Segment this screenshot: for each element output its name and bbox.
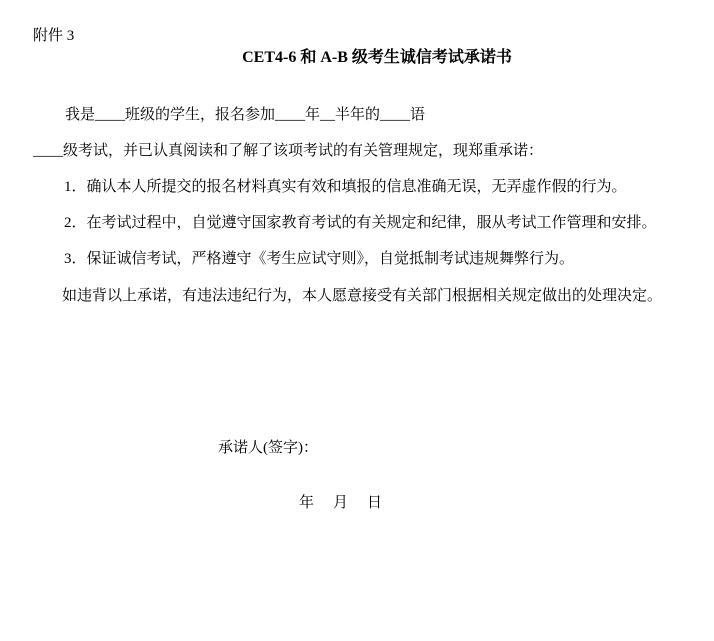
page-title: CET4-6 和 A-B 级考生诚信考试承诺书 (242, 49, 512, 66)
date-line: 年 月 日 (299, 495, 385, 511)
intro-paragraph-line-1: 我是____班级的学生，报名参加____年__半年的____语 (65, 107, 426, 123)
commitment-item-3: 3．保证诚信考试，严格遵守《考生应试守则》，自觉抵制考试违规舞弊行为。 (64, 251, 575, 267)
commitment-item-1: 1．确认本人所提交的报名材料真实有效和填报的信息准确无误，无弄虚作假的行为。 (64, 179, 627, 195)
closing-statement: 如违背以上承诺，有违法违纪行为，本人愿意接受有关部门根据相关规定做出的处理决定。 (62, 288, 663, 304)
intro-paragraph-line-2: ____级考试，并已认真阅读和了解了该项考试的有关管理规定，现郑重承诺： (33, 143, 544, 159)
signature-label: 承诺人(签字)： (218, 440, 318, 456)
attachment-label: 附件 3 (33, 28, 75, 44)
commitment-item-2: 2．在考试过程中，自觉遵守国家教育考试的有关规定和纪律，服从考试工作管理和安排。 (64, 215, 657, 231)
